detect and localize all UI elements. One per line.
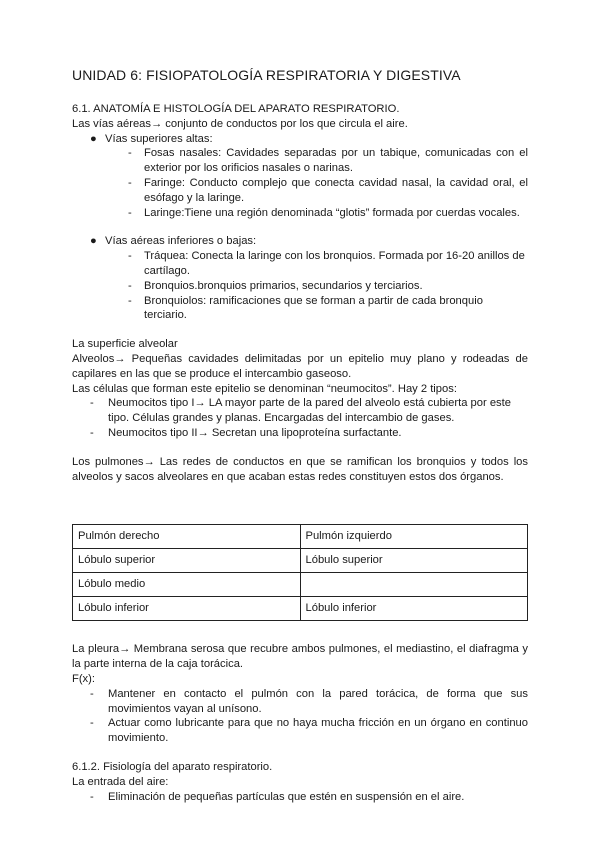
bullet-label: Vías aéreas inferiores o bajas: (105, 235, 257, 248)
dash-marker: - (90, 717, 94, 730)
table-cell: Lóbulo medio (73, 573, 301, 597)
list-item-text: Tráquea: Conecta la laringe con los bronquios. Formada por 16-20 anillos de cartílago. (144, 250, 525, 277)
dash-marker: - (128, 147, 132, 160)
pulmones-text: Los pulmones→ Las redes de conductos en que se ramifican los bronquios y todos los alveolos y sacos alveolares en que acaban estas redes constituyen estos dos órganos. (72, 455, 528, 483)
table-row (73, 573, 528, 597)
list-item-text: Neumocitos tipo I→ LA mayor parte de la pared del alveolo está cubierta por este tipo. Células grandes y planas. Encargadas del intercambio de gases. (108, 397, 511, 425)
list-item-traquea (72, 249, 528, 279)
section-heading-anatomy: 6.1. ANATOMÍA E HISTOLOGÍA DEL APARATO RESPIRATORIO. (72, 103, 400, 115)
table-cell: Lóbulo inferior (300, 597, 528, 621)
list-item-text: Fosas nasales: Cavidades separadas por un tabique, comunicadas con el exterior por los orificios nasales o narinas. (144, 147, 528, 175)
dash-marker: - (90, 426, 94, 439)
dash-marker: - (128, 294, 132, 307)
dash-marker: - (128, 206, 132, 219)
list-item-text: Bronquiolos: ramificaciones que se forman a partir de cada bronquio terciario. (144, 294, 483, 322)
fx-label: F(x): (72, 672, 95, 685)
table-header-cell: Pulmón derecho (73, 525, 301, 549)
list-item-bronquiolos (72, 294, 528, 324)
list-item-text: Eliminación de pequeñas partículas que estén en suspensión en el aire. (108, 790, 465, 803)
section-heading-fisiologia: 6.1.2. Fisiología del aparato respiratorio. (72, 760, 273, 773)
list-item-neumocitos-1 (72, 396, 528, 426)
table-cell: Lóbulo superior (300, 549, 528, 573)
bullet-label: Vías superiores altas: (105, 132, 213, 145)
dash-marker: - (90, 790, 94, 803)
bullet-marker: ● (90, 132, 97, 145)
dash-marker: - (90, 397, 94, 410)
list-item-fx-1 (72, 687, 528, 717)
dash-marker: - (128, 279, 132, 292)
alveolar-heading: La superficie alveolar (72, 338, 178, 351)
bullet-marker: ● (90, 235, 97, 248)
dash-marker: - (128, 250, 132, 263)
list-item-laringe (72, 206, 528, 221)
bullet-lower-airways (72, 234, 528, 249)
list-item-text: Actuar como lubricante para que no haya mucha fricción en un órgano en continuo movimiento. (108, 717, 528, 745)
list-item-text: Bronquios.bronquios primarios, secundarios y terciarios. (144, 279, 423, 292)
neumocitos-intro: Las células que forman este epitelio se denominan “neumocitos”. Hay 2 tipos: (72, 382, 457, 395)
dash-marker: - (90, 687, 94, 700)
table-cell (300, 573, 528, 597)
air-entry-intro: La entrada del aire: (72, 775, 169, 788)
list-item-eliminacion (72, 790, 528, 805)
table-cell: Lóbulo superior (73, 549, 301, 573)
list-item-bronquios (72, 279, 528, 294)
list-item-fx-2 (72, 716, 528, 746)
list-item-neumocitos-2 (72, 426, 528, 441)
list-item-text: Neumocitos tipo II→ Secretan una lipoproteína surfactante. (108, 426, 402, 439)
table-row (73, 549, 528, 573)
alveolos-text: Alveolos→ Pequeñas cavidades delimitadas por un epitelio muy plano y rodeadas de capilares en las que se produce el intercambio gaseoso. (72, 352, 528, 380)
table-header-row (73, 525, 528, 549)
list-item-text: Mantener en contacto el pulmón con la pared torácica, de forma que sus movimientos vayan al unísono. (108, 687, 528, 715)
table-row (73, 597, 528, 621)
dash-marker: - (128, 176, 132, 189)
list-item-text: Laringe:Tiene una región denominada “glotis” formada por cuerdas vocales. (144, 206, 520, 219)
list-item-fosas-nasales (72, 146, 528, 176)
airways-intro: Las vías aéreas→ conjunto de conductos por los que circula el aire. (72, 117, 408, 130)
table-cell: Lóbulo inferior (73, 597, 301, 621)
list-item-faringe (72, 176, 528, 206)
table-header-cell: Pulmón izquierdo (300, 525, 528, 549)
unit-title: UNIDAD 6: FISIOPATOLOGÍA RESPIRATORIA Y DIGESTIVA (72, 67, 461, 83)
list-item-text: Faringe: Conducto complejo que conecta cavidad nasal, la cavidad oral, el esófago y la laringe. (144, 176, 528, 204)
pleura-text: La pleura→ Membrana serosa que recubre ambos pulmones, el mediastino, el diafragma y la parte interna de la caja torácica. (72, 643, 528, 671)
lung-lobes-table (72, 524, 528, 621)
bullet-upper-airways (72, 132, 528, 147)
